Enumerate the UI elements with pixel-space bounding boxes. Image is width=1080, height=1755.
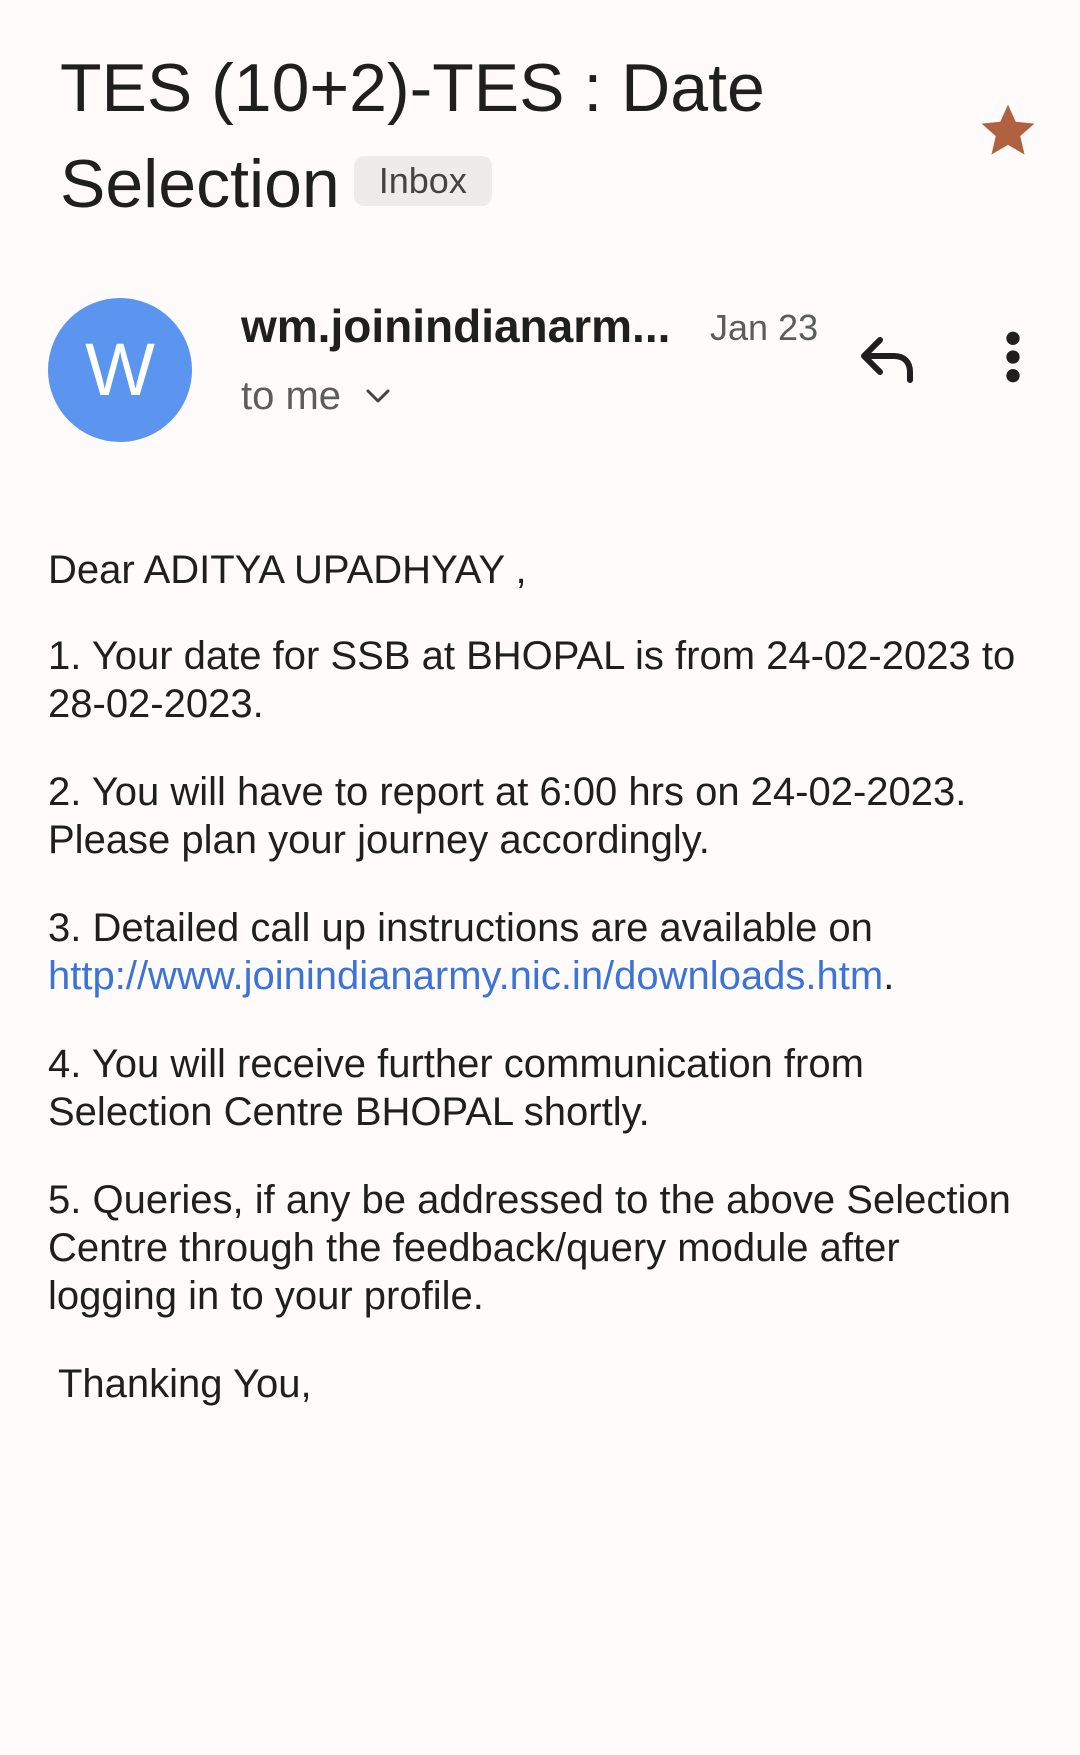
recipient-text: to me xyxy=(241,374,342,418)
email-body xyxy=(48,546,1038,1448)
point-2: 2. You will have to report at 6:00 hrs on 24-02-2023. Please plan your journey accordingly. xyxy=(48,770,967,862)
point-4: 4. You will receive further communication from Selection Centre BHOPAL shortly. xyxy=(48,1042,864,1134)
recipient-toggle[interactable] xyxy=(241,372,393,420)
email-date: Jan 23 xyxy=(710,307,819,348)
point-3-suffix: . xyxy=(883,954,895,998)
star-icon[interactable] xyxy=(976,98,1040,162)
sender-avatar[interactable]: W xyxy=(48,298,192,442)
inbox-label-chip[interactable]: Inbox xyxy=(354,156,492,206)
subject-text: TES (10+2)-TES : Date Selection xyxy=(60,50,765,222)
chevron-down-icon xyxy=(363,381,393,411)
greeting: Dear ADITYA UPADHYAY , xyxy=(48,548,527,592)
point-3-text: 3. Detailed call up instructions are available on xyxy=(48,906,873,950)
sender-name[interactable]: wm.joinindianarm... xyxy=(241,300,671,352)
downloads-link[interactable]: http://www.joinindianarmy.nic.in/downloads.htm xyxy=(48,954,884,998)
reply-icon[interactable] xyxy=(858,334,918,386)
more-vert-icon[interactable] xyxy=(996,330,1030,384)
signoff: Thanking You, xyxy=(58,1362,312,1406)
email-subject xyxy=(60,40,920,232)
point-5: 5. Queries, if any be addressed to the above Selection Centre through the feedback/query module after logging in to your profile. xyxy=(48,1178,1011,1318)
point-1: 1. Your date for SSB at BHOPAL is from 24-02-2023 to 28-02-2023. xyxy=(48,634,1016,726)
point-3 xyxy=(48,904,1038,1000)
